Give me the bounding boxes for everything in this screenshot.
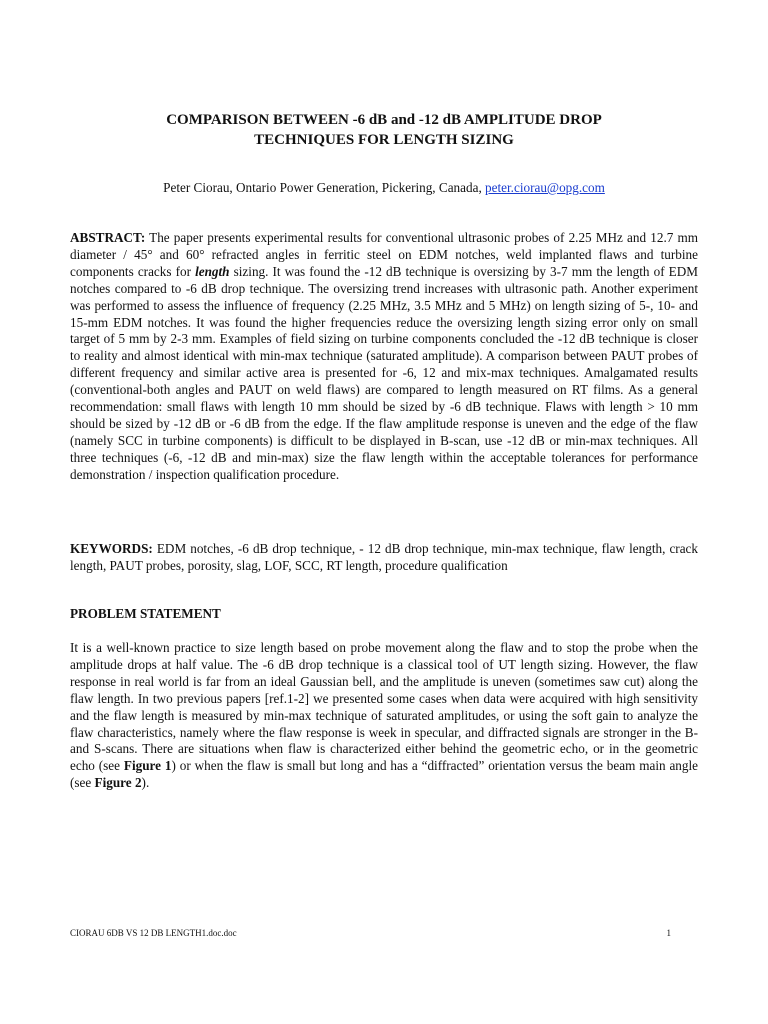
keywords-text: EDM notches, -6 dB drop technique, - 12 dB drop technique, min-max technique, flaw length, crack length, PAUT probes, porosity, slag, LOF, SCC, RT length, procedure qualification bbox=[70, 541, 698, 573]
author-affiliation: Peter Ciorau, Ontario Power Generation, Pickering, Canada, bbox=[163, 180, 486, 195]
figure-1-ref: Figure 1 bbox=[123, 758, 172, 774]
paper-title bbox=[70, 110, 698, 150]
problem-text-3: ). bbox=[141, 775, 150, 791]
abstract-text-2: sizing. It was found the -12 dB technique is oversizing by 3-7 mm the length of EDM notches compared to -6 dB drop technique. The oversizing trend increases with ultrasonic path. Another experiment was performed to assess the influence of frequency (2.25 MHz, 3.5 MHz and 5 MHz) on length sizing of 5-, 10- and 15-mm EDM notches. It was found the higher frequencies reduce the oversizing length sizing error only on small target of 5 mm by 2-3 mm. Examples of field sizing on turbine components concluded the -12 dB technique is closer to reality and almost identical with min-max technique (saturated amplitude). A comparison between PAUT probes of different frequency and similar active area is presented for -6, 12 and mix-max techniques. Amalgamated results (conventional-both angles and PAUT on weld flaws) are compared to length measured on RT films. As a general recommendation: small flaws with length 10 mm should be sized by -6 dB technique. Flaws with length > 10 mm should be sized by -12 dB or -6 dB from the edge. If the flaw amplitude response is uneven and the edge of the flaw (namely SCC in turbine components) is difficult to be displayed in B-scan, use -12 dB or min-max techniques. All three techniques (-6, -12 dB and min-max) size the flaw length within the acceptable tolerances for performance demonstration / inspection qualification procedure. bbox=[70, 263, 698, 482]
author-email-link[interactable]: peter.ciorau@opg.com bbox=[485, 180, 605, 195]
problem-text-1: It is a well-known practice to size length based on probe movement along the flaw and to stop the probe when the amplitude drops at half value. The -6 dB drop technique is a classical tool of UT length sizing. However, the flaw response in real world is far from an ideal Gaussian bell, and the amplitude is uneven (sometimes saw cut) along the flaw length. In two previous papers [ref.1-2] we presented some cases when data were acquired with high sensitivity and the flaw length is measured by min-max technique of saturated amplitudes, or using the soft gain to analyze the flaw characteristics, namely where the flaw response is week in specular, and diffracted signals are stronger in the B- and S-scans. There are situations when flaw is characterized either behind the geometric echo, or in the geometric echo (see bbox=[70, 640, 698, 774]
abstract-emphasis: length bbox=[195, 263, 230, 279]
author-line bbox=[70, 180, 698, 196]
keywords-label: KEYWORDS: bbox=[70, 541, 153, 556]
problem-text-2: ) or when the flaw is small but long and has a “diffracted” orientation versus the beam main angle (see bbox=[70, 758, 699, 791]
section-heading-problem: PROBLEM STATEMENT bbox=[70, 606, 221, 621]
title-line-1: COMPARISON BETWEEN -6 dB and -12 dB AMPLITUDE DROP bbox=[166, 112, 602, 128]
footer-page-number: 1 bbox=[666, 928, 671, 938]
figure-2-ref: Figure 2 bbox=[94, 775, 142, 791]
keywords-paragraph bbox=[70, 541, 698, 575]
problem-paragraph bbox=[70, 640, 698, 792]
abstract-text-1: The paper presents experimental results for conventional ultrasonic probes of 2.25 MHz and 12.7 mm diameter / 45° and 60° refracted angles in ferritic steel on EDM notches, weld implanted flaws and turbine components cracks for bbox=[70, 230, 698, 279]
abstract-label: ABSTRACT: bbox=[70, 230, 146, 245]
abstract-paragraph bbox=[70, 230, 698, 484]
title-line-2: TECHNIQUES FOR LENGTH SIZING bbox=[254, 132, 514, 148]
footer-filename: CIORAU 6DB VS 12 DB LENGTH1.doc.doc bbox=[70, 928, 237, 938]
